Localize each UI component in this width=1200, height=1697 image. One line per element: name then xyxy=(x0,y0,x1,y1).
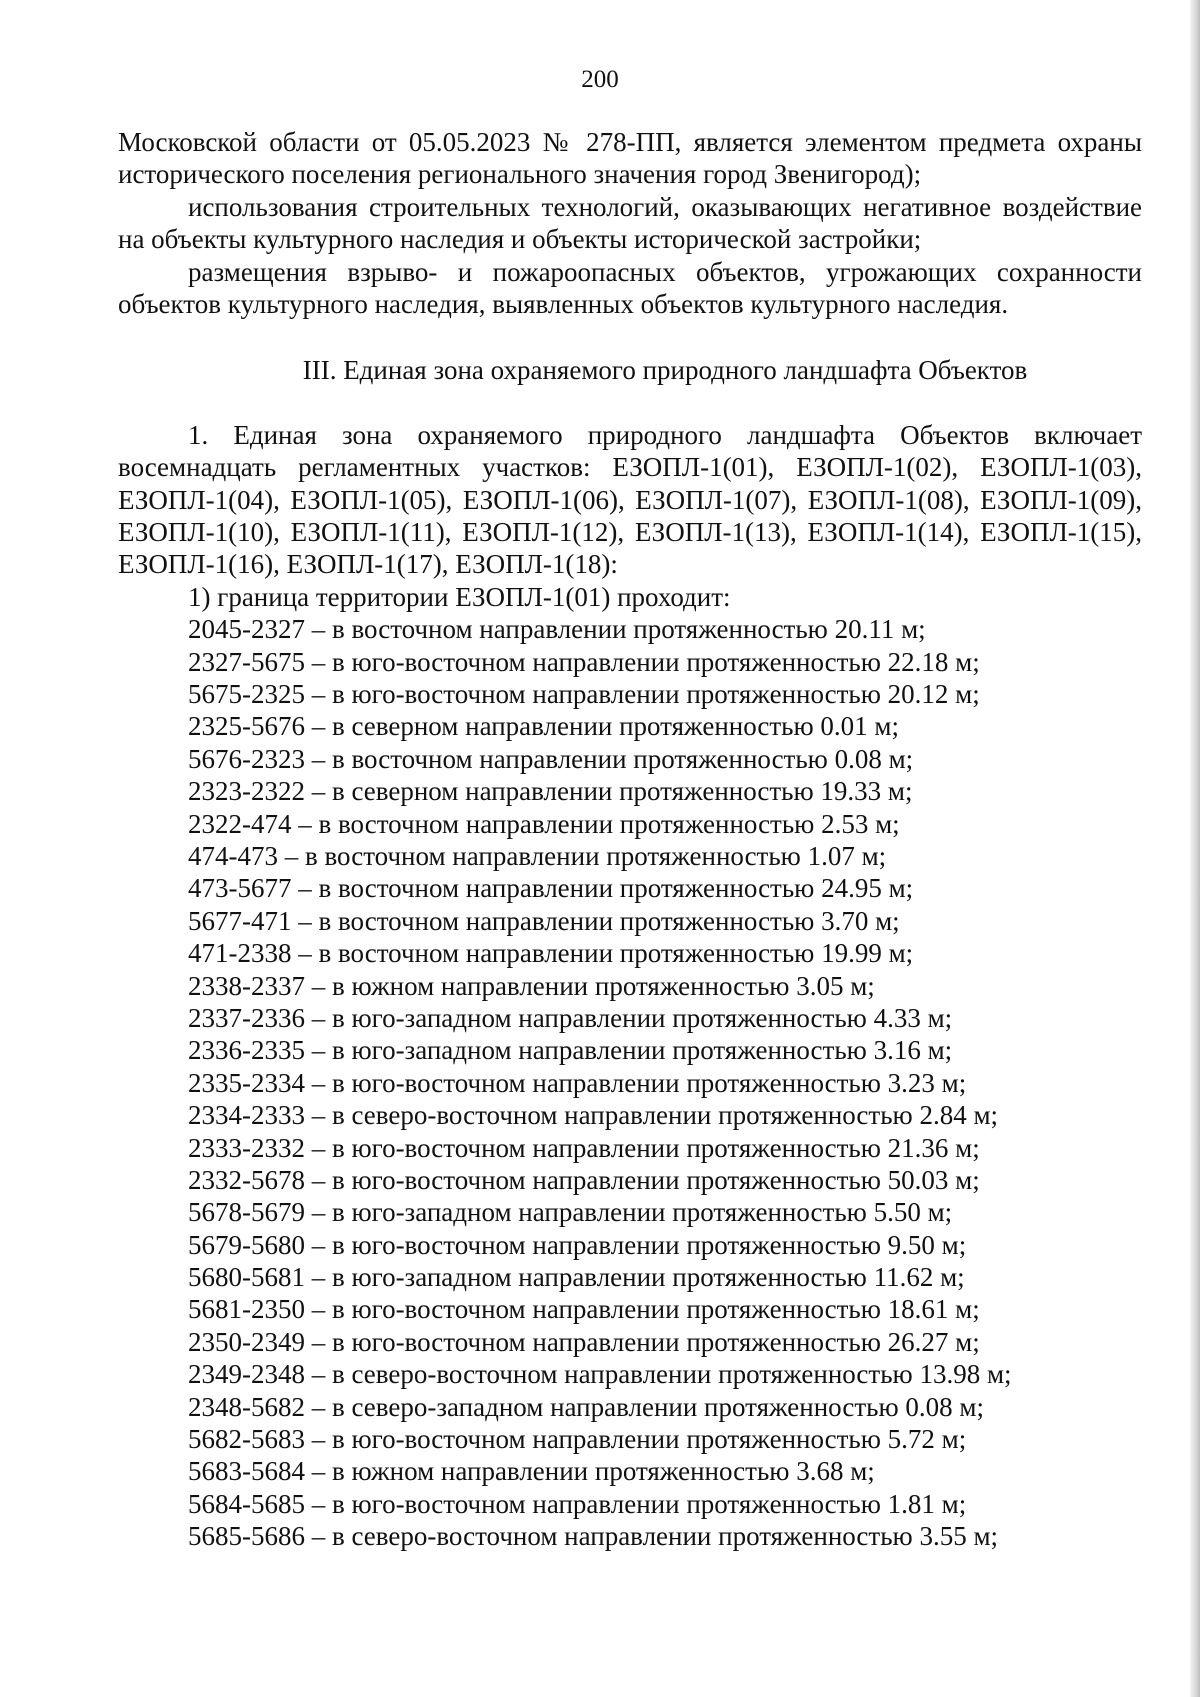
boundary-segment-line: 2349-2348 – в северо-восточном направлении протяженностью 13.98 м; xyxy=(188,1359,1012,1390)
intro-paragraph-3: размещения взрыво- и пожароопасных объектов, угрожающих сохранности объектов культурного наследия, выявленных объектов культурного наследия. xyxy=(118,256,1142,320)
boundary-segment-list xyxy=(118,613,1142,1552)
scan-edge-strip xyxy=(1190,0,1200,1697)
boundary-segment-line: 2332-5678 – в юго-восточном направлении протяженностью 50.03 м; xyxy=(188,1164,980,1195)
section-heading: III. Единая зона охраняемого природного ландшафта Объектов xyxy=(302,355,1028,386)
boundary-segment-line: 473-5677 – в восточном направлении протяженностью 24.95 м; xyxy=(188,873,914,904)
boundary-segment-line: 5683-5684 – в южном направлении протяженностью 3.68 м; xyxy=(188,1456,875,1487)
boundary-segment-line: 5684-5685 – в юго-восточном направлении протяженностью 1.81 м; xyxy=(188,1488,967,1519)
page-number: 200 xyxy=(581,66,619,93)
boundary-segment-line: 2350-2349 – в юго-восточном направлении протяженностью 26.27 м; xyxy=(188,1326,980,1357)
boundary-segment-line: 5682-5683 – в юго-восточном направлении протяженностью 5.72 м; xyxy=(188,1424,967,1455)
boundary-segment-line: 5680-5681 – в юго-западном направлении протяженностью 11.62 м; xyxy=(188,1262,965,1293)
boundary-segment-line: 2322-474 – в восточном направлении протяженностью 2.53 м; xyxy=(188,808,900,839)
intro-paragraph-2: использования строительных технологий, оказывающих негативное воздействие на объекты культурного наследия и объекты исторической застройки; xyxy=(118,191,1142,255)
boundary-segment-line: 2327-5675 – в юго-восточном направлении протяженностью 22.18 м; xyxy=(188,646,980,677)
boundary-segment-line: 2335-2334 – в юго-восточном направлении протяженностью 3.23 м; xyxy=(188,1067,967,1098)
boundary-segment-line: 5675-2325 – в юго-восточном направлении протяженностью 20.12 м; xyxy=(188,679,980,710)
subclause-1-heading: 1) граница территории ЕЗОПЛ-1(01) проходит: xyxy=(188,581,731,612)
clause-1-paragraph: 1. Единая зона охраняемого природного ландшафта Объектов включает восемнадцать регламентных участков: ЕЗОПЛ-1(01), ЕЗОПЛ-1(02), ЕЗОПЛ-1(03), ЕЗОПЛ-1(04), ЕЗОПЛ-1(05), ЕЗОПЛ-1(06), ЕЗОПЛ-1(07), ЕЗОПЛ-1(08), ЕЗОПЛ-1(09), ЕЗОПЛ-1(10), ЕЗОПЛ-1(11), ЕЗОПЛ-1(12), ЕЗОПЛ-1(13), ЕЗОПЛ-1(14), ЕЗОПЛ-1(15), ЕЗОПЛ-1(16), ЕЗОПЛ-1(17), ЕЗОПЛ-1(18): xyxy=(118,419,1142,580)
boundary-segment-line: 5677-471 – в восточном направлении протяженностью 3.70 м; xyxy=(188,905,900,936)
intro-paragraph-1: Московской области от 05.05.2023 № 278-ПП, является элементом предмета охраны исторического поселения регионального значения город Звенигород); xyxy=(118,127,1142,190)
boundary-segment-line: 2334-2333 – в северо-восточном направлении протяженностью 2.84 м; xyxy=(188,1100,999,1131)
boundary-segment-line: 2045-2327 – в восточном направлении протяженностью 20.11 м; xyxy=(188,614,926,645)
boundary-segment-line: 5676-2323 – в восточном направлении протяженностью 0.08 м; xyxy=(188,743,914,774)
boundary-segment-line: 2325-5676 – в северном направлении протяженностью 0.01 м; xyxy=(188,711,900,742)
boundary-segment-line: 5679-5680 – в юго-восточном направлении протяженностью 9.50 м; xyxy=(188,1229,967,1260)
document-body xyxy=(118,126,1142,1553)
boundary-segment-line: 2323-2322 – в северном направлении протяженностью 19.33 м; xyxy=(188,776,913,807)
boundary-segment-line: 5681-2350 – в юго-восточном направлении протяженностью 18.61 м; xyxy=(188,1294,980,1325)
boundary-segment-line: 2348-5682 – в северо-западном направлении протяженностью 0.08 м; xyxy=(188,1391,984,1422)
boundary-segment-line: 2333-2332 – в юго-восточном направлении протяженностью 21.36 м; xyxy=(188,1132,980,1163)
boundary-segment-line: 2336-2335 – в юго-западном направлении протяженностью 3.16 м; xyxy=(188,1035,953,1066)
boundary-segment-line: 2338-2337 – в южном направлении протяженностью 3.05 м; xyxy=(188,970,875,1001)
boundary-segment-line: 5685-5686 – в северо-восточном направлении протяженностью 3.55 м; xyxy=(188,1521,999,1552)
boundary-segment-line: 471-2338 – в восточном направлении протяженностью 19.99 м; xyxy=(188,938,914,969)
boundary-segment-line: 2337-2336 – в юго-западном направлении протяженностью 4.33 м; xyxy=(188,1002,953,1033)
boundary-segment-line: 474-473 – в восточном направлении протяженностью 1.07 м; xyxy=(188,841,887,872)
boundary-segment-line: 5678-5679 – в юго-западном направлении протяженностью 5.50 м; xyxy=(188,1197,953,1228)
